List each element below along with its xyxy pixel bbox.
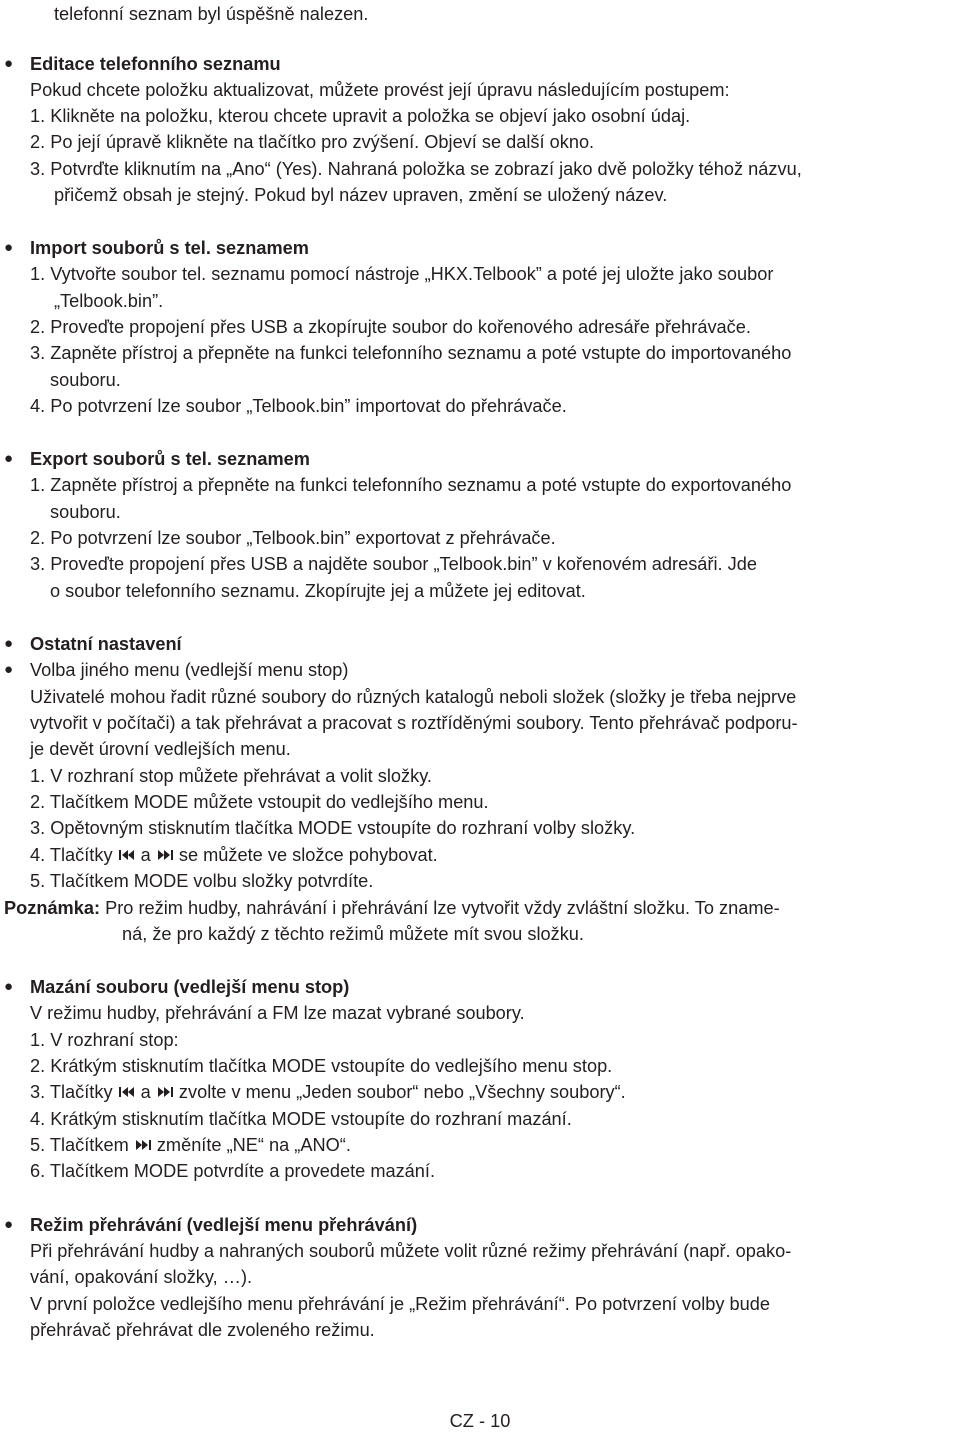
import-line: „Telbook.bin”. <box>54 291 164 311</box>
intro-tail: telefonní seznam byl úspěšně nalezen. <box>54 4 369 24</box>
mode-heading: Režim přehrávání (vedlejší menu přehrávání) <box>30 1215 418 1235</box>
other-line: Uživatelé mohou řadit různé soubory do různých katalogů neboli složek (složky je třeba nejprve <box>30 687 797 707</box>
delete-line-nav: 5. Tlačítkem změníte „NE“ na „ANO“. <box>30 1135 351 1155</box>
import-line: 2. Proveďte propojení přes USB a zkopírujte soubor do kořenového adresáře přehrávače. <box>30 317 751 337</box>
other-line: 3. Opětovným stisknutím tlačítka MODE vstoupíte do rozhraní volby složky. <box>30 818 636 838</box>
other-subheading: Volba jiného menu (vedlejší menu stop) <box>30 660 349 680</box>
bullet-icon: ● <box>4 239 14 256</box>
edit-heading: Editace telefonního seznamu <box>30 54 281 74</box>
delete-line-nav: 3. Tlačítky a zvolte v menu „Jeden soubor“ nebo „Všechny soubory“. <box>30 1082 626 1102</box>
edit-line: 3. Potvrďte kliknutím na „Ano“ (Yes). Nahraná položka se zobrazí jako dvě položky téhož názvu, <box>30 159 802 179</box>
other-line: 5. Tlačítkem MODE volbu složky potvrdíte. <box>30 871 374 891</box>
other-heading: Ostatní nastavení <box>30 634 182 654</box>
note-label: Poznámka: <box>4 898 101 918</box>
mode-line: Při přehrávání hudby a nahraných souborů můžete volit různé režimy přehrávání (např. opako- <box>30 1241 792 1261</box>
edit-line: Pokud chcete položku aktualizovat, můžete provést její úpravu následujícím postupem: <box>30 80 730 100</box>
bullet-icon: ● <box>4 661 14 678</box>
other-line: vytvořit v počítači) a tak přehrávat a pracovat s roztříděnými soubory. Tento přehrávač podporu- <box>30 713 798 733</box>
note-line: ná, že pro každý z těchto režimů můžete mít svou složku. <box>122 924 584 944</box>
next-track-icon <box>156 1085 174 1099</box>
other-line: 2. Tlačítkem MODE můžete vstoupit do vedlejšího menu. <box>30 792 489 812</box>
prev-track-icon <box>118 1085 136 1099</box>
import-line: 3. Zapněte přístroj a přepněte na funkci telefonního seznamu a poté vstupte do importovaného <box>30 343 792 363</box>
edit-line: 2. Po její úpravě klikněte na tlačítko pro zvýšení. Objeví se další okno. <box>30 132 595 152</box>
delete-line: 1. V rozhraní stop: <box>30 1030 179 1050</box>
import-heading: Import souborů s tel. seznamem <box>30 238 309 258</box>
delete-line: 6. Tlačítkem MODE potvrdíte a provedete mazání. <box>30 1161 436 1181</box>
edit-line: přičemž obsah je stejný. Pokud byl název upraven, změní se uložený název. <box>54 185 668 205</box>
delete-line: 2. Krátkým stisknutím tlačítka MODE vstoupíte do vedlejšího menu stop. <box>30 1056 613 1076</box>
bullet-icon: ● <box>4 1216 14 1233</box>
delete-line: 4. Krátkým stisknutím tlačítka MODE vstoupíte do rozhraní mazání. <box>30 1109 572 1129</box>
edit-line: 1. Klikněte na položku, kterou chcete upravit a položka se objeví jako osobní údaj. <box>30 106 691 126</box>
next-track-icon <box>134 1138 152 1152</box>
mode-line: V první položce vedlejšího menu přehrávání je „Režim přehrávání“. Po potvrzení volby bude <box>30 1294 771 1314</box>
import-line: 1. Vytvořte soubor tel. seznamu pomocí nástroje „HKX.Telbook” a poté jej uložte jako soubor <box>30 264 774 284</box>
export-line: o soubor telefonního seznamu. Zkopírujte jej a můžete jej editovat. <box>50 581 586 601</box>
export-line: 1. Zapněte přístroj a přepněte na funkci telefonního seznamu a poté vstupte do exportovaného <box>30 475 792 495</box>
import-line: souboru. <box>50 370 121 390</box>
import-line: 4. Po potvrzení lze soubor „Telbook.bin” importovat do přehrávače. <box>30 396 567 416</box>
bullet-icon: ● <box>4 978 14 995</box>
export-line: 3. Proveďte propojení přes USB a najděte soubor „Telbook.bin” v kořenovém adresáři. Jde <box>30 554 757 574</box>
prev-track-icon <box>118 848 136 862</box>
bullet-icon: ● <box>4 55 14 72</box>
other-line: 1. V rozhraní stop můžete přehrávat a volit složky. <box>30 766 432 786</box>
delete-line: V režimu hudby, přehrávání a FM lze mazat vybrané soubory. <box>30 1003 525 1023</box>
bullet-icon: ● <box>4 450 14 467</box>
mode-line: přehrávač přehrávat dle zvoleného režimu. <box>30 1320 375 1340</box>
delete-heading: Mazání souboru (vedlejší menu stop) <box>30 977 350 997</box>
export-line: 2. Po potvrzení lze soubor „Telbook.bin” exportovat z přehrávače. <box>30 528 556 548</box>
note-line: Poznámka: Pro režim hudby, nahrávání i přehrávání lze vytvořit vždy zvláštní složku. To zname- <box>4 898 780 918</box>
page-number: CZ - 10 <box>449 1411 511 1431</box>
other-line-nav: 4. Tlačítky a se můžete ve složce pohybovat. <box>30 845 438 865</box>
next-track-icon <box>156 848 174 862</box>
mode-line: vání, opakování složky, …). <box>30 1267 253 1287</box>
bullet-icon: ● <box>4 635 14 652</box>
other-line: je devět úrovní vedlejších menu. <box>30 739 291 759</box>
export-line: souboru. <box>50 502 121 522</box>
export-heading: Export souborů s tel. seznamem <box>30 449 310 469</box>
